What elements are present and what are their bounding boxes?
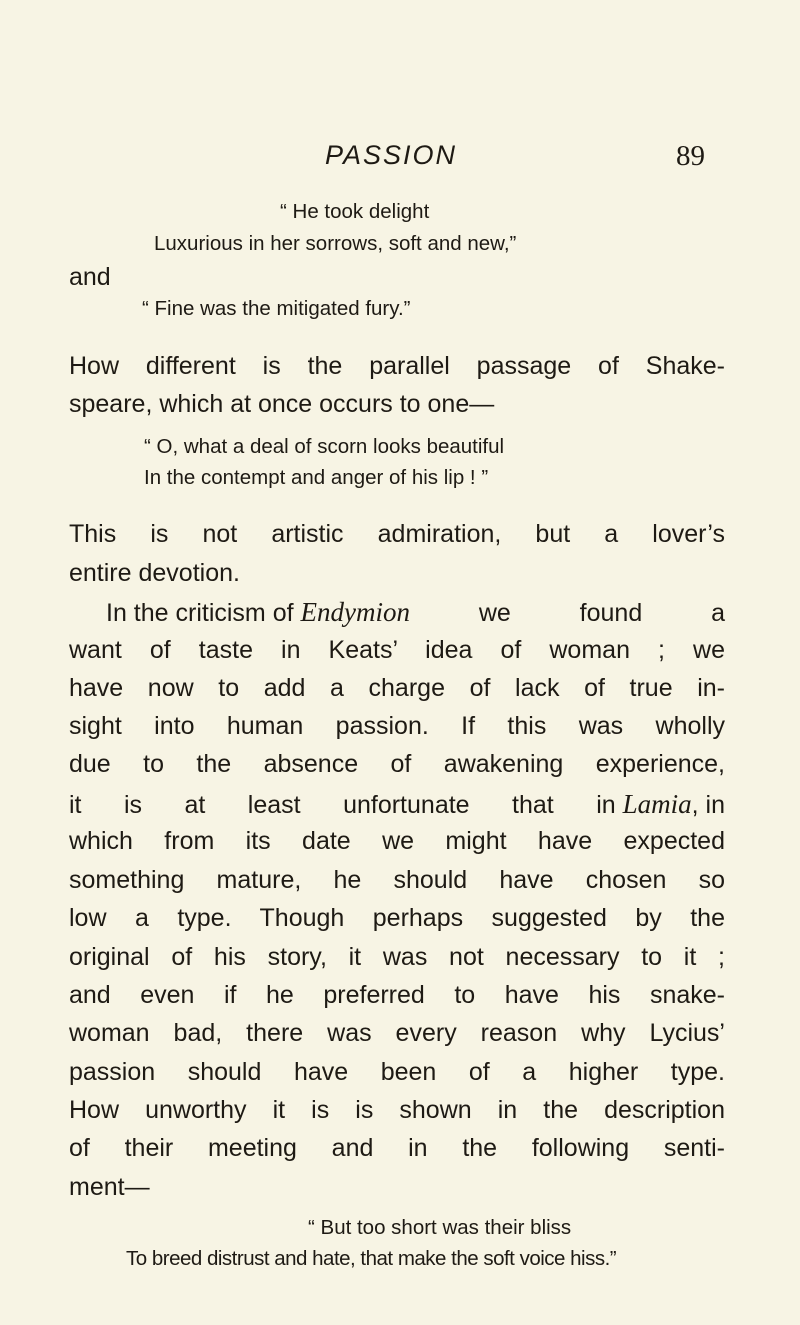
verse-line: “ O, what a deal of scorn looks beautiful [144,435,505,458]
prose-line [69,789,725,820]
running-title: PASSION [325,140,458,170]
prose-line: and even if he preferred to have his snake- [69,981,725,1009]
prose-line: and [69,263,111,291]
prose-fragment: In the criticism of [106,599,301,627]
prose-fragment: , in [691,791,725,819]
page-number: 89 [676,140,705,172]
prose-line: low a type. Though perhaps suggested by the [69,904,725,932]
prose-line: original of his story, it was not necessary to it ; [69,943,725,971]
prose-line: speare, which at once occurs to one— [69,390,495,418]
prose-line: ment— [69,1173,150,1201]
work-title-endymion: Endymion [300,597,410,627]
verse-line: “ Fine was the mitigated fury.” [142,297,411,320]
verse-line: “ He took delight [280,200,430,223]
prose-line: sight into human passion. If this was wholly [69,712,725,740]
prose-line: This is not artistic admiration, but a lover’s [69,520,725,548]
prose-line [106,597,725,628]
prose-fragment: we found a [409,599,725,627]
verse-line: To breed distrust and hate, that make the soft voice hiss.” [126,1247,617,1270]
prose-line: woman bad, there was every reason why Lycius’ [69,1019,725,1047]
prose-line: How different is the parallel passage of Shake- [69,352,725,380]
prose-line: of their meeting and in the following senti- [69,1134,725,1162]
prose-line: want of taste in Keats’ idea of woman ; we [69,636,725,664]
prose-fragment: it is at least unfortunate that in [69,791,623,819]
prose-line: have now to add a charge of lack of true in- [69,674,725,702]
verse-line: “ But too short was their bliss [308,1216,572,1239]
prose-line: due to the absence of awakening experience, [69,750,725,778]
prose-line: passion should have been of a higher type. [69,1058,725,1086]
prose-line: something mature, he should have chosen so [69,866,725,894]
verse-line: Luxurious in her sorrows, soft and new,” [154,232,517,255]
prose-line: entire devotion. [69,559,240,587]
verse-line: In the contempt and anger of his lip ! ” [144,466,489,489]
work-title-lamia: Lamia [622,789,692,819]
running-head [0,140,800,180]
prose-line: which from its date we might have expected [69,827,725,855]
prose-line: How unworthy it is is shown in the description [69,1096,725,1124]
